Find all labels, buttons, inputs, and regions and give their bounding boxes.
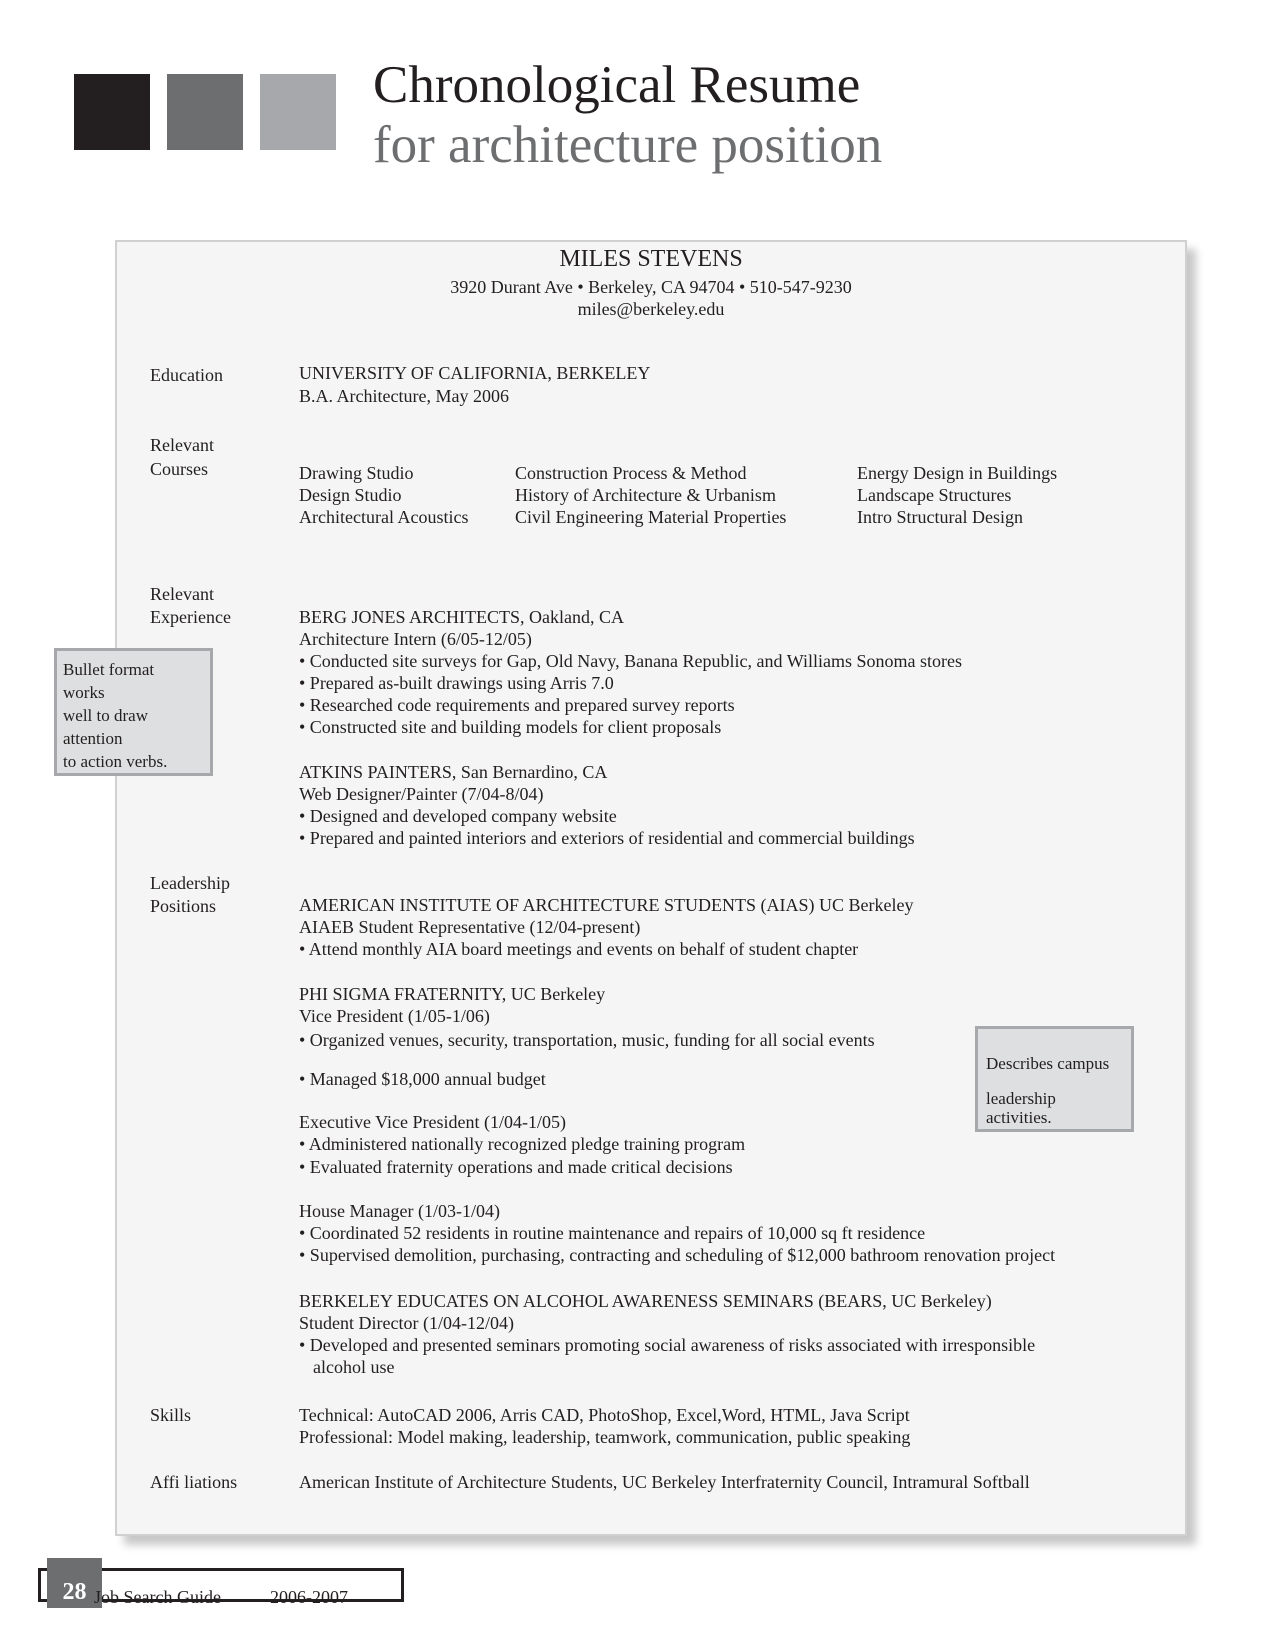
leadership-bullet: • Supervised demolition, purchasing, contracting and scheduling of $12,000 bathroom renovation project [299,1245,1056,1265]
callout-line: Describes campus [986,1054,1110,1073]
callout-line: to action verbs. [63,752,168,771]
leadership-role: House Manager (1/03-1/04) [299,1201,500,1221]
course-item: Intro Structural Design [857,507,1023,527]
leadership-org: BERKELEY EDUCATES ON ALCOHOL AWARENESS SEMINARS (BEARS, UC Berkeley) [299,1291,992,1311]
callout-line: Bullet format [63,660,155,679]
leadership-org: AMERICAN INSTITUTE OF ARCHITECTURE STUDENTS (AIAS) UC Berkeley [299,895,914,915]
leadership-bullet: • Evaluated fraternity operations and made critical decisions [299,1157,733,1177]
decor-square-dark [74,74,150,150]
callout-campus-leadership [975,1026,1134,1132]
resume-sheet [115,240,1187,1536]
job-bullet: • Constructed site and building models for client proposals [299,717,722,737]
section-label-education: Education [150,365,223,385]
course-item: Landscape Structures [857,485,1012,505]
resume-email: miles@berkeley.edu [577,299,725,319]
course-item: Architectural Acoustics [299,507,469,527]
job-role: Web Designer/Painter (7/04-8/04) [299,784,544,804]
course-item: Drawing Studio [299,463,414,483]
course-list-col3 [857,462,1057,528]
course-item: Energy Design in Buildings [857,463,1058,483]
leadership-role: Executive Vice President (1/04-1/05) [299,1112,567,1132]
leadership-entry-aias [299,894,913,960]
course-list-col2 [515,462,786,528]
job-bullet: • Researched code requirements and prepared survey reports [299,695,735,715]
skills-technical: Technical: AutoCAD 2006, Arris CAD, PhotoShop, Excel,Word, HTML, Java Script [299,1405,910,1425]
leadership-entry-bears [299,1290,1035,1378]
decor-square-mid [167,74,243,150]
page-subtitle: for architecture position [373,116,883,174]
job-bullet: • Conducted site surveys for Gap, Old Navy, Banana Republic, and Williams Sonoma stores [299,651,962,671]
job-bullet: • Prepared as-built drawings using Arris 7.0 [299,673,614,693]
decor-square-light [260,74,336,150]
callout-bullet-format [54,648,213,776]
course-list-col1 [299,462,468,528]
section-label-leadership-2: Positions [150,896,217,916]
section-label-affiliations: Affi liations [150,1472,238,1492]
callout-line: leadership [986,1089,1056,1108]
job-entry [299,761,915,849]
callout-line: attention [63,729,123,748]
leadership-bullet-continuation: alcohol use [313,1357,395,1377]
job-org: ATKINS PAINTERS, San Bernardino, CA [299,762,608,782]
section-label-courses-1: Relevant [150,435,214,455]
leadership-bullet: • Organized venues, security, transportation, music, funding for all social events [299,1030,875,1050]
leadership-bullet: • Developed and presented seminars promoting social awareness of risks associated with irresponsible [299,1335,1036,1355]
job-entry [299,606,962,738]
job-role: Architecture Intern (6/05-12/05) [299,629,532,649]
leadership-bullet: • Coordinated 52 residents in routine maintenance and repairs of 10,000 sq ft residence [299,1223,926,1243]
callout-line: well to draw [63,706,148,725]
course-item: History of Architecture & Urbanism [515,485,776,505]
course-item: Civil Engineering Material Properties [515,507,787,527]
resume-address: 3920 Durant Ave • Berkeley, CA 94704 • 510-547-9230 [450,277,852,297]
resume-name: MILES STEVENS [559,246,743,272]
course-item: Design Studio [299,485,402,505]
job-org: BERG JONES ARCHITECTS, Oakland, CA [299,607,625,627]
leadership-bullet: • Managed $18,000 annual budget [299,1069,546,1089]
job-bullet: • Designed and developed company website [299,806,617,826]
leadership-role: Student Director (1/04-12/04) [299,1313,514,1333]
course-item: Construction Process & Method [515,463,747,483]
leadership-role: AIAEB Student Representative (12/04-present) [299,917,641,937]
leadership-role: Vice President (1/05-1/06) [299,1006,490,1026]
education-school: UNIVERSITY OF CALIFORNIA, BERKELEY [299,363,651,383]
leadership-bullet: • Attend monthly AIA board meetings and events on behalf of student chapter [299,939,859,959]
leadership-bullet: • Administered nationally recognized pledge training program [299,1134,746,1154]
section-label-leadership-1: Leadership [150,873,230,893]
affiliations-text: American Institute of Architecture Students, UC Berkeley Interfraternity Council, Intramural Softball [299,1472,1030,1492]
page-number: 28 [47,1558,102,1608]
callout-line: activities. [986,1108,1052,1127]
job-bullet: • Prepared and painted interiors and exteriors of residential and commercial buildings [299,828,915,848]
callout-line: works [63,683,105,702]
section-label-courses-2: Courses [150,459,208,479]
leadership-org-phi: PHI SIGMA FRATERNITY, UC Berkeley [299,984,606,1004]
footer-guide-title: Job Search Guide [94,1587,221,1607]
skills-professional: Professional: Model making, leadership, teamwork, communication, public speaking [299,1427,911,1447]
page-title: Chronological Resume [373,56,861,114]
section-label-experience-1: Relevant [150,584,214,604]
footer-year: 2006-2007 [270,1587,348,1607]
education-degree: B.A. Architecture, May 2006 [299,386,509,406]
section-label-experience-2: Experience [150,607,231,627]
section-label-skills: Skills [150,1405,192,1425]
